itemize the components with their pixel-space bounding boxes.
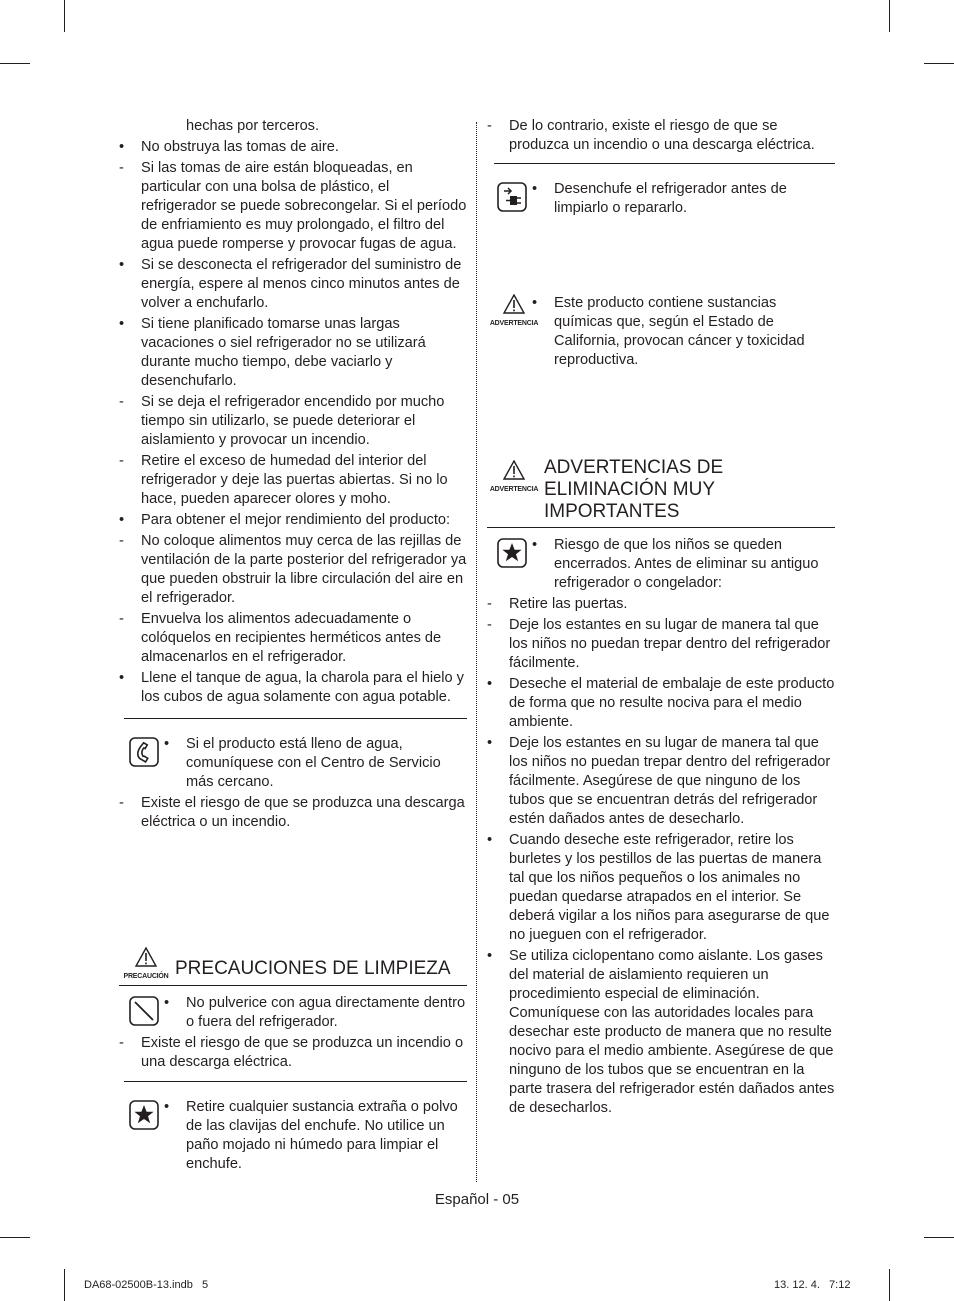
crop-mark <box>889 1269 890 1301</box>
date-slug: 13. 12. 4. 7:12 <box>774 1279 851 1291</box>
list-marker: - <box>119 611 124 627</box>
left-list-item <box>119 452 467 509</box>
disposal-item-list <box>487 595 835 1118</box>
warning-triangle-icon <box>119 947 173 981</box>
list-marker: • <box>487 832 493 848</box>
left-item-list <box>119 138 467 707</box>
list-marker: • <box>487 948 493 964</box>
warning-triangle-icon <box>487 460 541 494</box>
disposal-list-item <box>487 734 835 829</box>
left-list-item <box>119 393 467 450</box>
list-marker: • <box>487 735 493 751</box>
page-number: Español - 05 <box>434 1191 520 1208</box>
disposal-lead: Riesgo de que los niños se queden encerrados. Antes de eliminar su antiguo refrigerador o congelador: <box>554 537 819 591</box>
text-continuation: hechas por terceros. <box>186 118 320 134</box>
disposal-list-item <box>487 616 835 673</box>
list-marker: • <box>119 512 125 528</box>
left-column <box>119 117 467 1172</box>
right-column: - De lo contrario, existe el riesgo de que se produzca un incendio o una descarga eléctrica. • Desenchufe el refrigerador antes de limpiarlo o repararlo. ADVERTENCIA • Este producto contiene sustancias químicas que, según el Estado de California, provocan cáncer y toxicidad reproductiva. ADVERTENCIA ADVERTENCIAS DE ELIMINACIÓN MUY IMPORTANTES • Riesgo de que los niños se queden encerrados. Antes de eliminar su antiguo refrigerador o congelador: - Retire las puertas. - Deje los estantes en su lugar de manera tal que los niños no puedan trepar dentro del refrigerador fácilmente. • Deseche el material de embalaje de este producto de forma que no resulte nociva para el medio ambiente. • Deje los estantes en su lugar de manera tal que los niños no puedan trepar dentro del refrigerador fácilmente. Asegúrese de que ninguno de los tubos que se encuentran detrás del refrigerador estén dañados antes de desecharlo. • Cuando deseche este refrigerador, retire los burletes y los pestillos de las puertas de manera tal que los niños pequeños o los animales no puedan quedarse atrapados en el interior. Se deberá vigilar a los niños para asegurarse de que no jueguen con el refrigerador. • Se utiliza ciclopentano como aislante. Los gases del material de aislamiento requieren un procedimiento especial de eliminación. Comuníquese con las autoridades locales para desechar este producto de manera que no resulte nocivo para el medio ambiente. Asegúrese de que ninguno de los tubos que se encuentran en la parte trasera del refrigerador estén dañados antes de desecharlos. <box>487 117 835 372</box>
left-list-item-text: Para obtener el mejor rendimiento del producto: <box>141 512 451 528</box>
left-list-item-text: Si las tomas de aire están bloqueadas, en particular con una bolsa de plástico, el refrigerador se puede sobrecongelar. Si el período de enfriamiento es muy prolongado, el filtro del agua puede romperse y provocar fugas de agua. <box>141 160 467 252</box>
list-marker: • <box>119 316 125 332</box>
left-list-item-text: Retire el exceso de humedad del interior del refrigerador y deje las puertas abiertas. Si no lo hace, pueden aparecer olores y moho. <box>141 453 448 507</box>
disposal-lead-box: • Riesgo de que los niños se queden encerrados. Antes de eliminar su antiguo refrigerador o congelador: <box>487 536 835 593</box>
disposal-list-item <box>487 675 835 732</box>
disposal-heading: ADVERTENCIAS DE ELIMINACIÓN MUY IMPORTANTES <box>544 457 724 522</box>
disposal-list-item-text: Deje los estantes en su lugar de manera tal que los niños no puedan trepar dentro del refrigerador fácilmente. Asegúrese de que ninguno de los tubos que se encuentran detrás del refrigerador estén dañados antes de desecharlo. <box>509 735 831 827</box>
crop-mark <box>64 1269 65 1301</box>
left-list-item-text: No obstruya las tomas de aire. <box>141 139 339 155</box>
disposal-list-item <box>487 947 835 1118</box>
separator <box>494 163 835 164</box>
left-list-item <box>119 610 467 667</box>
crop-mark <box>64 0 65 32</box>
list-marker: - <box>487 617 492 633</box>
disposal-body <box>487 536 835 1120</box>
disposal-list-item <box>487 831 835 945</box>
list-marker: • <box>119 257 125 273</box>
disposal-list-item-text: Se utiliza ciclopentano como aislante. Los gases del material de aislamiento requieren un procedimiento especial de eliminación. Comuníquese con las autoridades locales para desechar este producto de manera que no resulte nocivo para el medio ambiente. Asegúrese de que ninguno de los tubos que se encuentran en la parte trasera del refrigerador estén dañados antes de desecharlos. <box>509 948 835 1116</box>
disposal-list-item <box>487 595 835 614</box>
service-box: • Si el producto está lleno de agua, comuníquese con el Centro de Servicio más cercano. - Existe el riesgo de que se produzca una descarga eléctrica o un incendio. <box>119 736 465 830</box>
left-list-item-text: Si se deja el refrigerador encendido por mucho tiempo sin utilizarlo, se puede deteriorar el aislamiento y provocar un incendio. <box>141 394 445 448</box>
left-list-item-text: Si se desconecta el refrigerador del suministro de energía, espere al menos cinco minutos antes de volver a enchufarlo. <box>141 257 462 311</box>
left-list-item <box>119 669 467 707</box>
separator <box>119 985 467 986</box>
chemicals-bullet: Este producto contiene sustancias químicas que, según el Estado de California, provocan cáncer y toxicidad reproductiva. <box>554 295 805 368</box>
unplug-box: • Desenchufe el refrigerador antes de limpiarlo o repararlo. <box>487 180 835 218</box>
warning-label: ADVERTENCIA <box>489 486 539 493</box>
left-list-item-text: No coloque alimentos muy cerca de las rejillas de ventilación de la parte posterior del refrigerador ya que pueden obstruir la libre circulación del aire en el refrigerador. <box>141 533 467 606</box>
top-dash: De lo contrario, existe el riesgo de que se produzca un incendio o una descarga eléctrica. <box>509 118 815 153</box>
left-list-item-text: Si tiene planificado tomarse unas largas vacaciones o siel refrigerador no se utilizará durante mucho tiempo, debe vaciarlo y desenchufarlo. <box>141 316 426 389</box>
crop-mark <box>889 0 890 32</box>
separator <box>124 718 467 719</box>
disposal-list-item-text: Cuando deseche este refrigerador, retire los burletes y los pestillos de las puertas de manera tal que los niños pequeños o los animales no puedan quedarse atrapados en el interior. Se deberá vigilar a los niños para asegurarse de que no jueguen con el refrigerador. <box>509 832 830 943</box>
list-marker: - <box>119 394 124 410</box>
crop-mark <box>924 1237 954 1238</box>
crop-mark <box>924 63 954 64</box>
separator <box>487 527 835 528</box>
left-list-item <box>119 532 467 608</box>
list-marker: - <box>487 596 492 612</box>
unplug-bullet: Desenchufe el refrigerador antes de limpiarlo o repararlo. <box>554 181 787 216</box>
crop-mark <box>0 1237 30 1238</box>
left-list-item <box>119 315 467 391</box>
column-divider <box>476 122 477 1182</box>
left-list-item <box>119 256 467 313</box>
list-marker: - <box>119 453 124 469</box>
no-spray-bullet: No pulverice con agua directamente dentro o fuera del refrigerador. <box>186 995 466 1030</box>
disposal-list-item-text: Deje los estantes en su lugar de manera tal que los niños no puedan trepar dentro del refrigerador fácilmente. <box>509 617 831 671</box>
crop-mark <box>0 63 30 64</box>
left-list-item <box>119 159 467 254</box>
plug-clean-box: • Retire cualquier sustancia extraña o polvo de las clavijas del enchufe. No utilice un paño mojado ni húmedo para limpiar el enchufe. <box>119 1098 467 1176</box>
file-slug: DA68-02500B-13.indb 5 <box>84 1279 209 1291</box>
service-bullet: Si el producto está lleno de agua, comuníquese con el Centro de Servicio más cercano. <box>186 736 441 790</box>
disposal-list-item-text: Deseche el material de embalaje de este producto de forma que no resulte nociva para el medio ambiente. <box>509 676 835 730</box>
left-list-item <box>119 138 467 157</box>
no-spray-box: • No pulverice con agua directamente dentro o fuera del refrigerador. - Existe el riesgo de que se produzca un incendio o una descarga eléctrica. <box>119 995 466 1070</box>
list-marker: - <box>119 160 124 176</box>
left-list-item-text: Llene el tanque de agua, la charola para el hielo y los cubos de agua solamente con agua potable. <box>141 670 464 705</box>
separator <box>124 1081 467 1082</box>
warning-label: ADVERTENCIA <box>489 320 539 327</box>
list-marker: • <box>487 676 493 692</box>
left-list-item <box>119 511 467 530</box>
caution-label: PRECAUCIÓN <box>123 973 169 980</box>
plug-clean-bullet: Retire cualquier sustancia extraña o polvo de las clavijas del enchufe. No utilice un paño mojado ni húmedo para limpiar el enchufe. <box>186 1099 458 1172</box>
cleaning-heading: PRECAUCIONES DE LIMPIEZA <box>175 958 451 979</box>
list-marker: - <box>119 533 124 549</box>
left-list-item-text: Envuelva los alimentos adecuadamente o colóquelos en recipientes herméticos antes de almacenarlos en el refrigerador. <box>141 611 442 665</box>
list-marker: • <box>119 139 125 155</box>
disposal-list-item-text: Retire las puertas. <box>509 596 628 612</box>
list-marker: • <box>119 670 125 686</box>
service-dash: Existe el riesgo de que se produzca una descarga eléctrica o un incendio. <box>141 795 465 830</box>
chemicals-box: ADVERTENCIA • Este producto contiene sustancias químicas que, según el Estado de California, provocan cáncer y toxicidad reproductiva. <box>487 294 835 370</box>
no-spray-dash: Existe el riesgo de que se produzca un incendio o una descarga eléctrica. <box>141 1035 464 1070</box>
